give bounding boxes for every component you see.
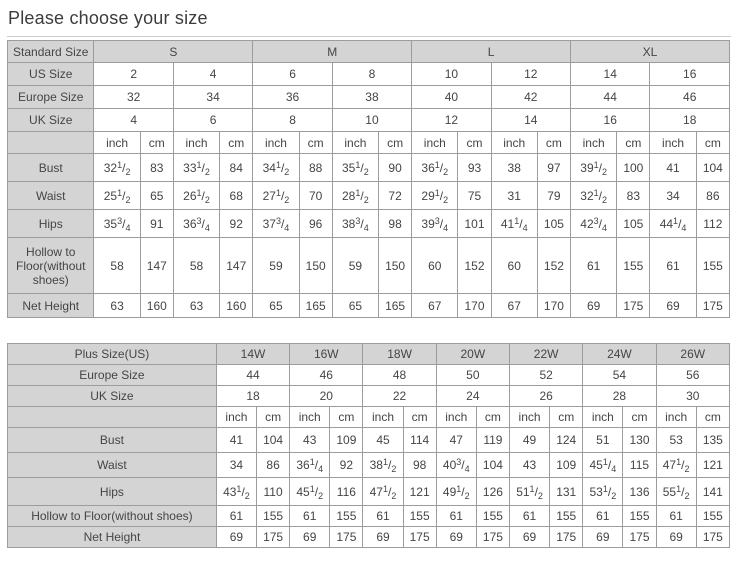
- measurement-cell: 65: [140, 182, 173, 210]
- measurement-cell: 75: [458, 182, 491, 210]
- empty-corner-cell: [8, 132, 94, 154]
- measurement-cell: 155: [257, 506, 290, 527]
- measurement-cell: 104: [476, 453, 509, 478]
- measurement-row-label: Bust: [8, 154, 94, 182]
- measurement-cell: 47: [436, 428, 476, 453]
- measurement-cell: 109: [550, 453, 583, 478]
- measurement-cell: 90: [379, 154, 412, 182]
- measurement-cell: 155: [623, 506, 656, 527]
- measurement-cell: 83: [140, 154, 173, 182]
- size-header-cell: 46: [290, 365, 363, 386]
- measurement-cell: 155: [403, 506, 436, 527]
- measurement-cell: 150: [299, 238, 332, 294]
- measurement-cell: 124: [550, 428, 583, 453]
- unit-header-cell: inch: [509, 407, 549, 428]
- unit-header-cell: inch: [363, 407, 403, 428]
- size-header-cell: 18W: [363, 344, 436, 365]
- size-header-cell: 28: [583, 386, 656, 407]
- measurement-cell: 175: [550, 527, 583, 548]
- measurement-cell: 93: [458, 154, 491, 182]
- size-header-cell: 38: [332, 86, 411, 109]
- measurement-cell: 155: [476, 506, 509, 527]
- unit-header-cell: inch: [571, 132, 617, 154]
- row-header-label: UK Size: [8, 386, 217, 407]
- size-header-cell: 34: [173, 86, 252, 109]
- measurement-cell: 160: [220, 294, 253, 318]
- measurement-cell: 155: [550, 506, 583, 527]
- measurement-cell: 91: [140, 210, 173, 238]
- measurement-cell: 155: [617, 238, 650, 294]
- unit-header-cell: cm: [696, 407, 729, 428]
- size-header-cell: 12: [412, 109, 491, 132]
- measurement-cell: $27^1/_2$: [253, 182, 299, 210]
- size-header-cell: 20: [290, 386, 363, 407]
- unit-header-cell: cm: [220, 132, 253, 154]
- unit-header-cell: cm: [257, 407, 290, 428]
- measurement-cell: 101: [458, 210, 491, 238]
- size-header-cell: 44: [571, 86, 650, 109]
- measurement-cell: 58: [173, 238, 219, 294]
- unit-header-cell: inch: [491, 132, 537, 154]
- measurement-cell: 135: [696, 428, 729, 453]
- unit-header-cell: cm: [330, 407, 363, 428]
- measurement-cell: 115: [623, 453, 656, 478]
- measurement-cell: 152: [537, 238, 570, 294]
- size-header-cell: 22: [363, 386, 436, 407]
- measurement-row-label: Waist: [8, 453, 217, 478]
- measurement-cell: 165: [299, 294, 332, 318]
- unit-header-cell: cm: [299, 132, 332, 154]
- measurement-cell: 160: [140, 294, 173, 318]
- measurement-cell: 59: [332, 238, 378, 294]
- measurement-cell: $34^1/_2$: [253, 154, 299, 182]
- unit-header-cell: cm: [140, 132, 173, 154]
- measurement-row-label: Net Height: [8, 294, 94, 318]
- size-header-cell: 12: [491, 63, 570, 86]
- measurement-cell: 69: [650, 294, 696, 318]
- measurement-cell: 58: [94, 238, 140, 294]
- size-header-cell: 16: [650, 63, 730, 86]
- size-header-cell: 48: [363, 365, 436, 386]
- measurement-cell: 110: [257, 478, 290, 506]
- unit-header-cell: cm: [623, 407, 656, 428]
- row-header-label: Europe Size: [8, 86, 94, 109]
- measurement-cell: 96: [299, 210, 332, 238]
- unit-header-cell: cm: [458, 132, 491, 154]
- measurement-cell: $37^3/_4$: [253, 210, 299, 238]
- size-header-cell: 8: [332, 63, 411, 86]
- measurement-cell: 67: [491, 294, 537, 318]
- measurement-cell: 43: [509, 453, 549, 478]
- measurement-cell: 69: [290, 527, 330, 548]
- measurement-cell: 41: [216, 428, 256, 453]
- measurement-cell: 175: [696, 527, 729, 548]
- measurement-cell: 86: [257, 453, 290, 478]
- measurement-cell: $41^1/_4$: [491, 210, 537, 238]
- size-header-cell: 36: [253, 86, 332, 109]
- size-header-cell: 50: [436, 365, 509, 386]
- row-header-label: Europe Size: [8, 365, 217, 386]
- unit-header-cell: inch: [173, 132, 219, 154]
- measurement-cell: 43: [290, 428, 330, 453]
- unit-header-cell: inch: [253, 132, 299, 154]
- measurement-cell: 175: [476, 527, 509, 548]
- measurement-cell: 65: [332, 294, 378, 318]
- row-header-label: UK Size: [8, 109, 94, 132]
- measurement-cell: 38: [491, 154, 537, 182]
- measurement-cell: 61: [650, 238, 696, 294]
- measurement-cell: 147: [220, 238, 253, 294]
- unit-header-cell: inch: [656, 407, 696, 428]
- size-header-cell: S: [94, 41, 253, 63]
- measurement-cell: 175: [617, 294, 650, 318]
- size-header-cell: 26W: [656, 344, 729, 365]
- measurement-row-label: Waist: [8, 182, 94, 210]
- measurement-cell: 105: [537, 210, 570, 238]
- measurement-cell: 104: [257, 428, 290, 453]
- size-header-cell: 2: [94, 63, 173, 86]
- measurement-cell: $45^1/_4$: [583, 453, 623, 478]
- measurement-cell: 126: [476, 478, 509, 506]
- measurement-cell: $39^3/_4$: [412, 210, 458, 238]
- measurement-cell: 51: [583, 428, 623, 453]
- measurement-cell: 72: [379, 182, 412, 210]
- measurement-cell: 69: [571, 294, 617, 318]
- measurement-cell: 69: [436, 527, 476, 548]
- size-header-cell: 14W: [216, 344, 289, 365]
- measurement-cell: 112: [696, 210, 729, 238]
- measurement-cell: 53: [656, 428, 696, 453]
- empty-corner-cell: [8, 407, 217, 428]
- measurement-cell: 175: [403, 527, 436, 548]
- row-header-label: US Size: [8, 63, 94, 86]
- measurement-cell: 69: [656, 527, 696, 548]
- measurement-cell: 86: [696, 182, 729, 210]
- unit-header-cell: inch: [412, 132, 458, 154]
- measurement-cell: 60: [412, 238, 458, 294]
- size-header-cell: 30: [656, 386, 729, 407]
- measurement-cell: 61: [363, 506, 403, 527]
- size-header-cell: 42: [491, 86, 570, 109]
- size-header-cell: 4: [94, 109, 173, 132]
- row-header-label: Standard Size: [8, 41, 94, 63]
- measurement-row-label: Net Height: [8, 527, 217, 548]
- measurement-cell: 45: [363, 428, 403, 453]
- measurement-cell: 63: [94, 294, 140, 318]
- measurement-cell: 69: [583, 527, 623, 548]
- unit-header-cell: cm: [476, 407, 509, 428]
- unit-header-cell: inch: [436, 407, 476, 428]
- size-header-cell: 26: [509, 386, 582, 407]
- size-header-cell: 18: [650, 109, 730, 132]
- measurement-cell: 61: [583, 506, 623, 527]
- measurement-row-label: Hollow to Floor(without shoes): [8, 238, 94, 294]
- measurement-cell: 130: [623, 428, 656, 453]
- unit-header-cell: inch: [583, 407, 623, 428]
- measurement-cell: 97: [537, 154, 570, 182]
- measurement-cell: $32^1/_2$: [94, 154, 140, 182]
- size-header-cell: 54: [583, 365, 656, 386]
- measurement-cell: 69: [509, 527, 549, 548]
- measurement-row-label: Hollow to Floor(without shoes): [8, 506, 217, 527]
- size-header-cell: 18: [216, 386, 289, 407]
- unit-header-cell: inch: [94, 132, 140, 154]
- measurement-cell: 69: [216, 527, 256, 548]
- size-header-cell: XL: [571, 41, 730, 63]
- measurement-cell: 155: [330, 506, 363, 527]
- measurement-cell: $38^1/_2$: [363, 453, 403, 478]
- measurement-cell: 68: [220, 182, 253, 210]
- measurement-cell: 147: [140, 238, 173, 294]
- measurement-cell: 34: [216, 453, 256, 478]
- plus-size-table: [7, 343, 730, 548]
- measurement-cell: 69: [363, 527, 403, 548]
- measurement-cell: 61: [656, 506, 696, 527]
- size-header-cell: M: [253, 41, 412, 63]
- page-title: Please choose your size: [8, 8, 208, 28]
- size-header-cell: 20W: [436, 344, 509, 365]
- measurement-cell: 98: [403, 453, 436, 478]
- measurement-cell: $44^1/_4$: [650, 210, 696, 238]
- measurement-cell: $26^1/_2$: [173, 182, 219, 210]
- measurement-cell: $42^3/_4$: [571, 210, 617, 238]
- measurement-cell: 121: [696, 453, 729, 478]
- size-header-cell: 24: [436, 386, 509, 407]
- size-header-cell: 6: [173, 109, 252, 132]
- measurement-cell: 119: [476, 428, 509, 453]
- measurement-cell: $47^1/_2$: [363, 478, 403, 506]
- size-header-cell: 14: [491, 109, 570, 132]
- measurement-cell: 98: [379, 210, 412, 238]
- measurement-cell: $36^1/_4$: [290, 453, 330, 478]
- measurement-cell: 41: [650, 154, 696, 182]
- measurement-cell: 31: [491, 182, 537, 210]
- measurement-cell: 34: [650, 182, 696, 210]
- measurement-cell: $55^1/_2$: [656, 478, 696, 506]
- measurement-cell: 116: [330, 478, 363, 506]
- measurement-cell: 61: [216, 506, 256, 527]
- size-header-cell: 56: [656, 365, 729, 386]
- measurement-cell: $40^3/_4$: [436, 453, 476, 478]
- measurement-cell: 61: [509, 506, 549, 527]
- measurement-cell: 155: [696, 506, 729, 527]
- measurement-cell: $43^1/_2$: [216, 478, 256, 506]
- measurement-cell: 114: [403, 428, 436, 453]
- measurement-row-label: Hips: [8, 210, 94, 238]
- unit-header-cell: inch: [290, 407, 330, 428]
- size-header-cell: 32: [94, 86, 173, 109]
- size-header-cell: 40: [412, 86, 491, 109]
- unit-header-cell: cm: [403, 407, 436, 428]
- measurement-cell: 61: [571, 238, 617, 294]
- measurement-cell: $28^1/_2$: [332, 182, 378, 210]
- unit-header-cell: cm: [537, 132, 570, 154]
- measurement-cell: 65: [253, 294, 299, 318]
- measurement-cell: $36^3/_4$: [173, 210, 219, 238]
- unit-header-cell: cm: [617, 132, 650, 154]
- size-header-cell: 22W: [509, 344, 582, 365]
- measurement-cell: 63: [173, 294, 219, 318]
- measurement-cell: $35^3/_4$: [94, 210, 140, 238]
- measurement-cell: $29^1/_2$: [412, 182, 458, 210]
- unit-header-cell: cm: [550, 407, 583, 428]
- measurement-cell: 84: [220, 154, 253, 182]
- measurement-cell: $32^1/_2$: [571, 182, 617, 210]
- measurement-cell: $49^1/_2$: [436, 478, 476, 506]
- measurement-cell: $47^1/_2$: [656, 453, 696, 478]
- size-header-cell: 14: [571, 63, 650, 86]
- measurement-cell: 100: [617, 154, 650, 182]
- measurement-cell: $33^1/_2$: [173, 154, 219, 182]
- measurement-cell: $53^1/_2$: [583, 478, 623, 506]
- measurement-cell: 109: [330, 428, 363, 453]
- table-gap: [7, 318, 731, 343]
- measurement-cell: 60: [491, 238, 537, 294]
- measurement-cell: 92: [330, 453, 363, 478]
- measurement-cell: 165: [379, 294, 412, 318]
- measurement-cell: 175: [696, 294, 729, 318]
- measurement-cell: 131: [550, 478, 583, 506]
- measurement-cell: $38^3/_4$: [332, 210, 378, 238]
- standard-size-table: [7, 40, 730, 318]
- size-header-cell: 6: [253, 63, 332, 86]
- measurement-cell: 150: [379, 238, 412, 294]
- unit-header-cell: cm: [379, 132, 412, 154]
- measurement-cell: 105: [617, 210, 650, 238]
- measurement-cell: $25^1/_2$: [94, 182, 140, 210]
- row-header-label: Plus Size(US): [8, 344, 217, 365]
- measurement-cell: 175: [330, 527, 363, 548]
- measurement-cell: 49: [509, 428, 549, 453]
- size-header-cell: L: [412, 41, 571, 63]
- measurement-cell: 121: [403, 478, 436, 506]
- size-header-cell: 44: [216, 365, 289, 386]
- measurement-cell: 141: [696, 478, 729, 506]
- measurement-row-label: Bust: [8, 428, 217, 453]
- measurement-cell: 83: [617, 182, 650, 210]
- size-header-cell: 52: [509, 365, 582, 386]
- measurement-cell: $39^1/_2$: [571, 154, 617, 182]
- unit-header-cell: cm: [696, 132, 729, 154]
- measurement-cell: 79: [537, 182, 570, 210]
- measurement-cell: $36^1/_2$: [412, 154, 458, 182]
- measurement-row-label: Hips: [8, 478, 217, 506]
- size-header-cell: 16W: [290, 344, 363, 365]
- measurement-cell: 136: [623, 478, 656, 506]
- size-header-cell: 10: [412, 63, 491, 86]
- unit-header-cell: inch: [650, 132, 696, 154]
- measurement-cell: 152: [458, 238, 491, 294]
- unit-header-cell: inch: [216, 407, 256, 428]
- size-header-cell: 24W: [583, 344, 656, 365]
- measurement-cell: $35^1/_2$: [332, 154, 378, 182]
- measurement-cell: $51^1/_2$: [509, 478, 549, 506]
- measurement-cell: 70: [299, 182, 332, 210]
- measurement-cell: 88: [299, 154, 332, 182]
- size-header-cell: 8: [253, 109, 332, 132]
- measurement-cell: 155: [696, 238, 729, 294]
- measurement-cell: 104: [696, 154, 729, 182]
- measurement-cell: 61: [436, 506, 476, 527]
- measurement-cell: 67: [412, 294, 458, 318]
- size-header-cell: 16: [571, 109, 650, 132]
- size-header-cell: 4: [173, 63, 252, 86]
- measurement-cell: 175: [623, 527, 656, 548]
- unit-header-cell: inch: [332, 132, 378, 154]
- measurement-cell: 92: [220, 210, 253, 238]
- measurement-cell: 170: [458, 294, 491, 318]
- measurement-cell: $45^1/_2$: [290, 478, 330, 506]
- measurement-cell: 170: [537, 294, 570, 318]
- size-header-cell: 10: [332, 109, 411, 132]
- size-header-cell: 46: [650, 86, 730, 109]
- measurement-cell: 61: [290, 506, 330, 527]
- measurement-cell: 175: [257, 527, 290, 548]
- measurement-cell: 59: [253, 238, 299, 294]
